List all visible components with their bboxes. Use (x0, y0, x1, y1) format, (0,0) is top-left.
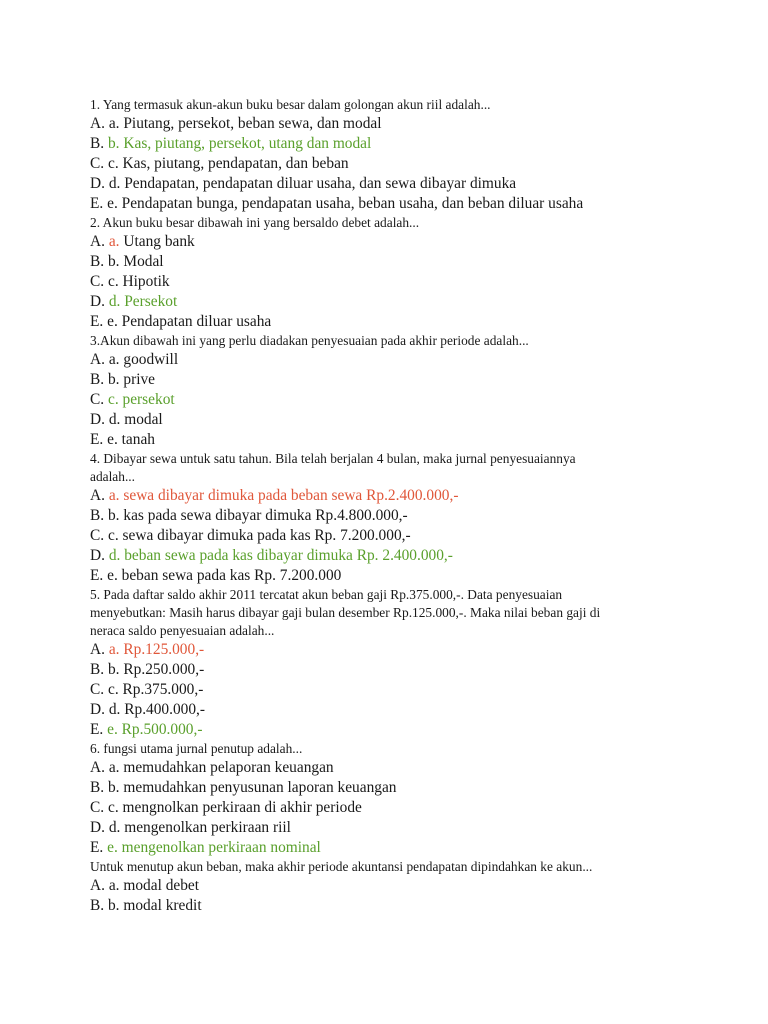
question-4-text-line-2: adalah... (90, 469, 135, 484)
q5-option-a[interactable]: A. a. Rp.125.000,- (90, 641, 205, 658)
q1-option-e[interactable]: E. e. Pendapatan bunga, pendapatan usaha, beban usaha, dan beban diluar usaha (90, 195, 584, 212)
q2-option-d[interactable]: D. d. Persekot (90, 293, 178, 310)
q7-option-a[interactable]: A. a. modal debet (90, 877, 200, 894)
q5-option-b[interactable]: B. b. Rp.250.000,- (90, 661, 205, 678)
q3-option-b[interactable]: B. b. prive (90, 371, 156, 388)
q4-option-a[interactable]: A. a. sewa dibayar dimuka pada beban sewa Rp.2.400.000,- (90, 487, 459, 504)
question-5-text-line-1: 5. Pada daftar saldo akhir 2011 tercatat akun beban gaji Rp.375.000,-. Data penyesuaian (90, 587, 563, 602)
question-6-text: 6. fungsi utama jurnal penutup adalah... (90, 741, 303, 756)
q2-option-a[interactable]: A. a. Utang bank (90, 233, 195, 250)
q3-option-e[interactable]: E. e. tanah (90, 431, 155, 448)
q6-option-a[interactable]: A. a. memudahkan pelaporan keuangan (90, 759, 334, 776)
q6-option-b[interactable]: B. b. memudahkan penyusunan laporan keuangan (90, 779, 397, 796)
q4-option-b[interactable]: B. b. kas pada sewa dibayar dimuka Rp.4.800.000,- (90, 507, 408, 524)
q1-option-a[interactable]: A. a. Piutang, persekot, beban sewa, dan modal (90, 115, 382, 132)
q3-option-c[interactable]: C. c. persekot (90, 391, 175, 408)
q5-option-d[interactable]: D. d. Rp.400.000,- (90, 701, 206, 718)
q3-option-d[interactable]: D. d. modal (90, 411, 163, 428)
question-5-text-line-3: neraca saldo penyesuaian adalah... (90, 623, 275, 638)
q5-option-e[interactable]: E. e. Rp.500.000,- (90, 721, 203, 738)
q4-option-c[interactable]: C. c. sewa dibayar dimuka pada kas Rp. 7.200.000,- (90, 527, 411, 544)
question-2-text: 2. Akun buku besar dibawah ini yang bersaldo debet adalah... (90, 215, 420, 230)
q2-option-c[interactable]: C. c. Hipotik (90, 273, 170, 290)
question-7-text: Untuk menutup akun beban, maka akhir periode akuntansi pendapatan dipindahkan ke akun... (90, 859, 593, 874)
q3-option-a[interactable]: A. a. goodwill (90, 351, 179, 368)
question-4-text-line-1: 4. Dibayar sewa untuk satu tahun. Bila telah berjalan 4 bulan, maka jurnal penyesuaiannya (90, 451, 576, 466)
q6-option-d[interactable]: D. d. mengenolkan perkiraan riil (90, 819, 291, 836)
q2-option-b[interactable]: B. b. Modal (90, 253, 164, 270)
q5-option-c[interactable]: C. c. Rp.375.000,- (90, 681, 204, 698)
q1-option-b[interactable]: B. b. Kas, piutang, persekot, utang dan modal (90, 135, 372, 152)
q4-option-d[interactable]: D. d. beban sewa pada kas dibayar dimuka Rp. 2.400.000,- (90, 547, 453, 564)
q6-option-c[interactable]: C. c. mengnolkan perkiraan di akhir periode (90, 799, 362, 816)
q4-option-e[interactable]: E. e. beban sewa pada kas Rp. 7.200.000 (90, 567, 342, 584)
question-3-text: 3.Akun dibawah ini yang perlu diadakan penyesuaian pada akhir periode adalah... (90, 333, 529, 348)
question-1-text: 1. Yang termasuk akun-akun buku besar dalam golongan akun riil adalah... (90, 97, 491, 112)
q6-option-e[interactable]: E. e. mengenolkan perkiraan nominal (90, 839, 321, 856)
q1-option-c[interactable]: C. c. Kas, piutang, pendapatan, dan beban (90, 155, 349, 172)
q7-option-b[interactable]: B. b. modal kredit (90, 897, 202, 914)
question-5-text-line-2: menyebutkan: Masih harus dibayar gaji bulan desember Rp.125.000,-. Maka nilai beban gaji di (90, 605, 601, 620)
q2-option-e[interactable]: E. e. Pendapatan diluar usaha (90, 313, 272, 330)
quiz-content (90, 96, 690, 916)
q1-option-d[interactable]: D. d. Pendapatan, pendapatan diluar usaha, dan sewa dibayar dimuka (90, 175, 517, 192)
